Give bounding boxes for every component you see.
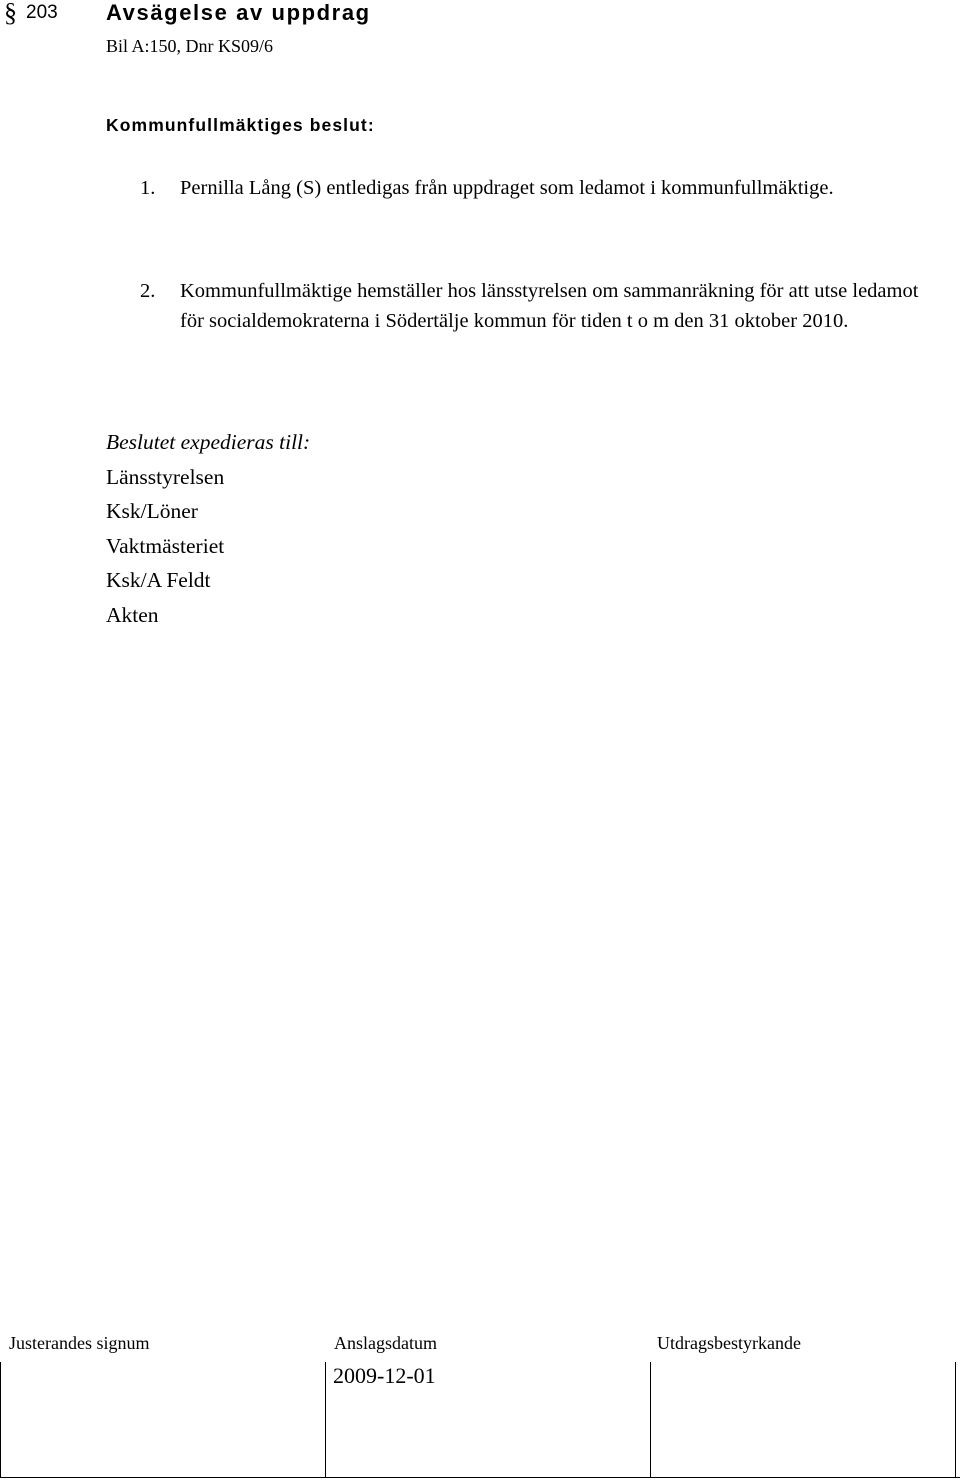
decision-text: Pernilla Lång (S) entledigas från uppdraget som ledamot i kommunfullmäktige.	[180, 177, 834, 199]
footer-divider	[650, 1362, 651, 1478]
recipient-item: Vaktmästeriet	[106, 533, 225, 558]
decision-text: Kommunfullmäktige hemställer hos länsstyrelsen om sammanräkning för att utse ledamot för socialdemokraterna i Södertälje kommun för tiden t o m den 31 oktober 2010.	[180, 280, 919, 332]
recipient-item: Ksk/A Feldt	[106, 568, 211, 592]
recipient-item: Ksk/Löner	[106, 499, 198, 523]
document-title: Avsägelse av uppdrag	[106, 0, 371, 25]
footer-divider	[325, 1362, 326, 1478]
date-label: Anslagsdatum	[334, 1333, 437, 1353]
posting-date: 2009-12-01	[333, 1363, 436, 1388]
decision-item-2	[140, 277, 930, 336]
reference-number: Bil A:150, Dnr KS09/6	[106, 36, 274, 56]
decision-number: 2.	[140, 280, 156, 302]
footer-divider	[0, 1362, 1, 1478]
recipient-item: Länsstyrelsen	[106, 464, 225, 489]
decision-heading: Kommunfullmäktiges beslut:	[106, 115, 375, 135]
expedition-label: Beslutet expedieras till:	[106, 430, 311, 454]
section-number: 203	[26, 2, 58, 23]
decision-item-1	[140, 174, 930, 204]
recipient-item: Akten	[106, 602, 159, 627]
section-symbol: §	[4, 0, 17, 27]
certifier-label: Utdragsbestyrkande	[657, 1333, 801, 1353]
expedition-block	[106, 425, 310, 632]
signum-label: Justerandes signum	[9, 1333, 150, 1353]
decision-number: 1.	[140, 177, 156, 199]
footer-divider	[955, 1362, 956, 1478]
footer-bottom-line	[0, 1477, 960, 1478]
